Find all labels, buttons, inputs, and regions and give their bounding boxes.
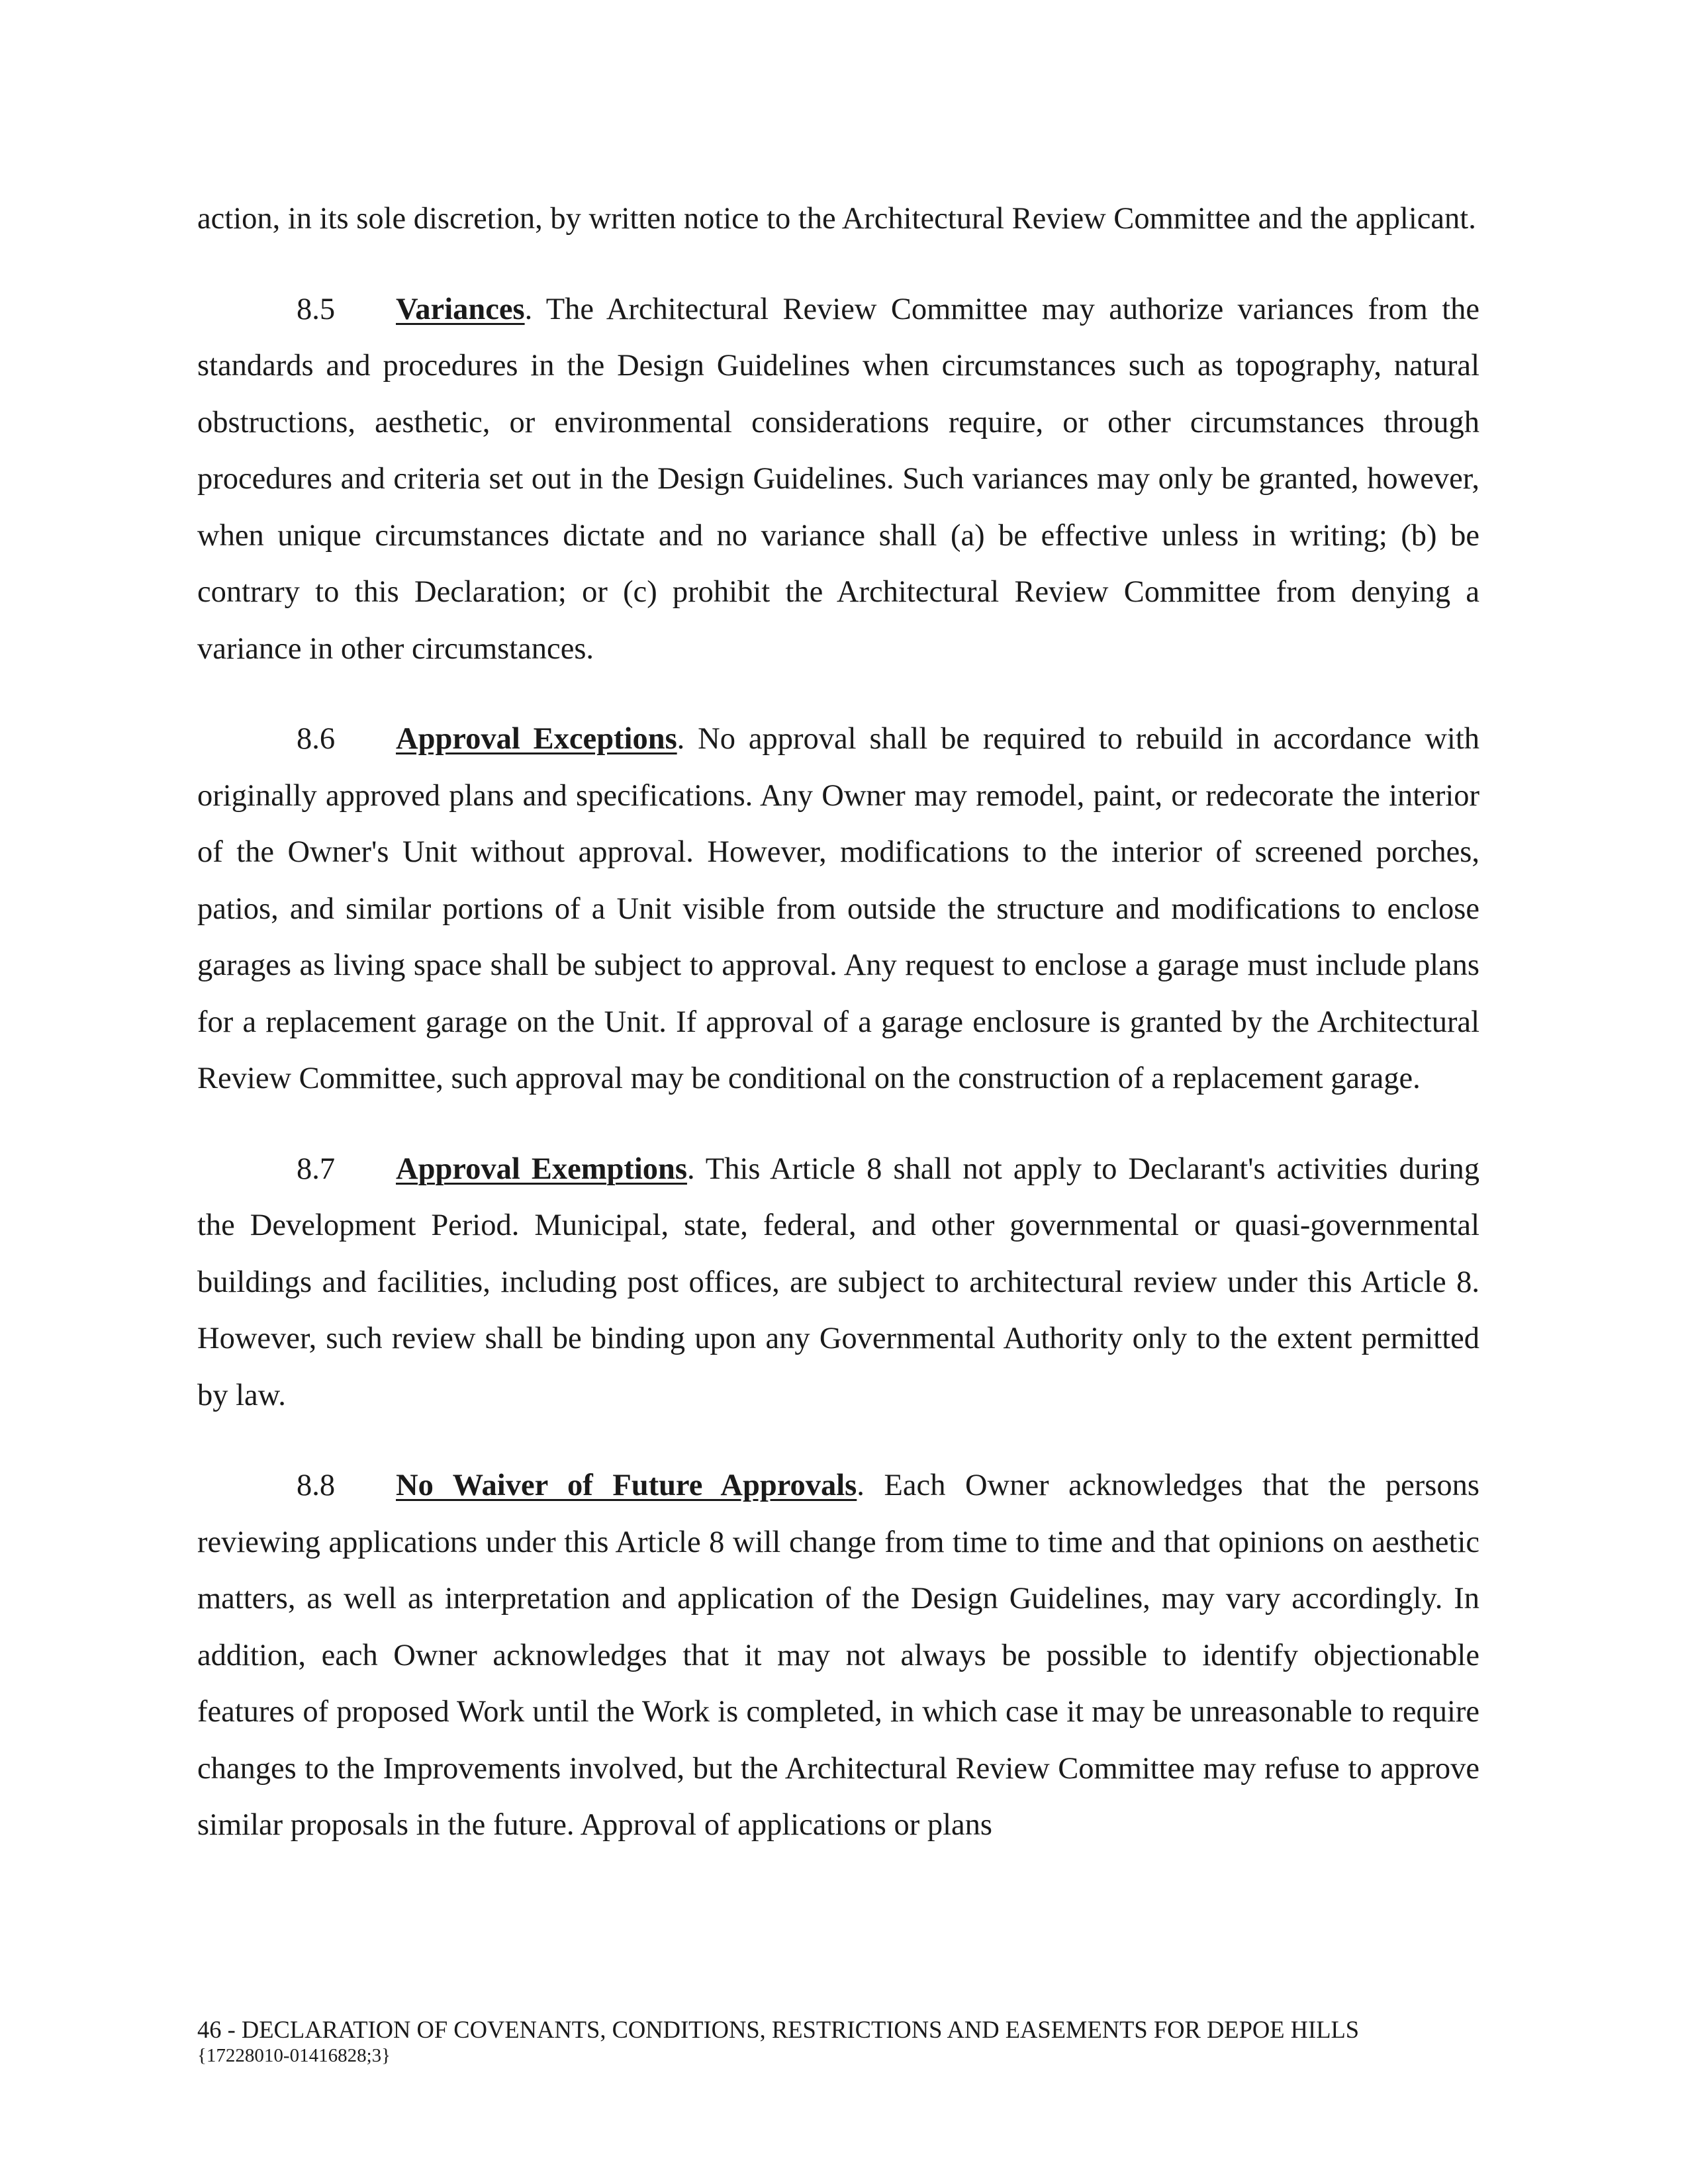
section-8-5 bbox=[197, 281, 1479, 678]
section-title: Approval Exemptions bbox=[396, 1152, 687, 1186]
footer-document-title: DECLARATION OF COVENANTS, CONDITIONS, RESTRICTIONS AND EASEMENTS FOR DEPOE HILLS bbox=[241, 2016, 1360, 2043]
section-number: 8.8 bbox=[297, 1469, 336, 1502]
footer-separator: - bbox=[221, 2016, 242, 2043]
page-footer bbox=[197, 2016, 1495, 2068]
footer-doc-id: {17228010-01416828;3} bbox=[197, 2045, 391, 2066]
section-title: Variances bbox=[396, 292, 525, 326]
section-title: Approval Exceptions bbox=[396, 722, 677, 756]
section-number: 8.6 bbox=[297, 722, 336, 756]
section-number: 8.5 bbox=[297, 292, 336, 326]
document-body bbox=[197, 191, 1479, 1854]
section-8-6 bbox=[197, 711, 1479, 1107]
section-body: . The Architectural Review Committee may authorize variances from the standards and procedures in the Design Guidelines when circumstances such as topography, natural obstructions, aesthetic, or environmental considerations require, or other circumstances through procedures and criteria set out in the Design Guidelines. Such variances may only be granted, however, when unique circumstances dictate and no variance shall (a) be effective unless in writing; (b) be contrary to this Declaration; or (c) prohibit the Architectural Review Committee from denying a variance in other circumstances. bbox=[197, 292, 1479, 666]
footer-title-line bbox=[197, 2016, 1495, 2044]
section-body: . No approval shall be required to rebuild in accordance with originally approved plans and specifications. Any Owner may remodel, paint, or redecorate the interior of the Owner's Unit without approval. However, modifications to the interior of screened porches, patios, and similar portions of a Unit visible from outside the structure and modifications to enclose garages as living space shall be subject to approval. Any request to enclose a garage must include plans for a replacement garage on the Unit. If approval of a garage enclosure is granted by the Architectural Review Committee, such approval may be conditional on the construction of a replacement garage. bbox=[197, 722, 1479, 1095]
page-number: 46 bbox=[197, 2016, 222, 2043]
section-body: . Each Owner acknowledges that the persons reviewing applications under this Article 8 will change from time to time and that opinions on aesthetic matters, as well as interpretation and application of the Design Guidelines, may vary accordingly. In addition, each Owner acknowledges that it may not always be possible to identify objectionable features of proposed Work until the Work is completed, in which case it may be unreasonable to require changes to the Improvements involved, but the Architectural Review Committee may refuse to approve similar proposals in the future. Approval of applications or plans bbox=[197, 1469, 1479, 1842]
section-8-7 bbox=[197, 1141, 1479, 1424]
section-body: . This Article 8 shall not apply to Declarant's activities during the Development Period. Municipal, state, federal, and other governmental or quasi-governmental buildings and facilities, including post offices, are subject to architectural review under this Article 8. However, such review shall be binding upon any Governmental Authority only to the extent permitted by law. bbox=[197, 1152, 1479, 1412]
continuation-paragraph: action, in its sole discretion, by written notice to the Architectural Review Committee and the applicant. bbox=[197, 202, 1476, 236]
section-title: No Waiver of Future Approvals bbox=[396, 1469, 857, 1502]
section-number: 8.7 bbox=[297, 1152, 336, 1186]
section-8-8 bbox=[197, 1457, 1479, 1854]
